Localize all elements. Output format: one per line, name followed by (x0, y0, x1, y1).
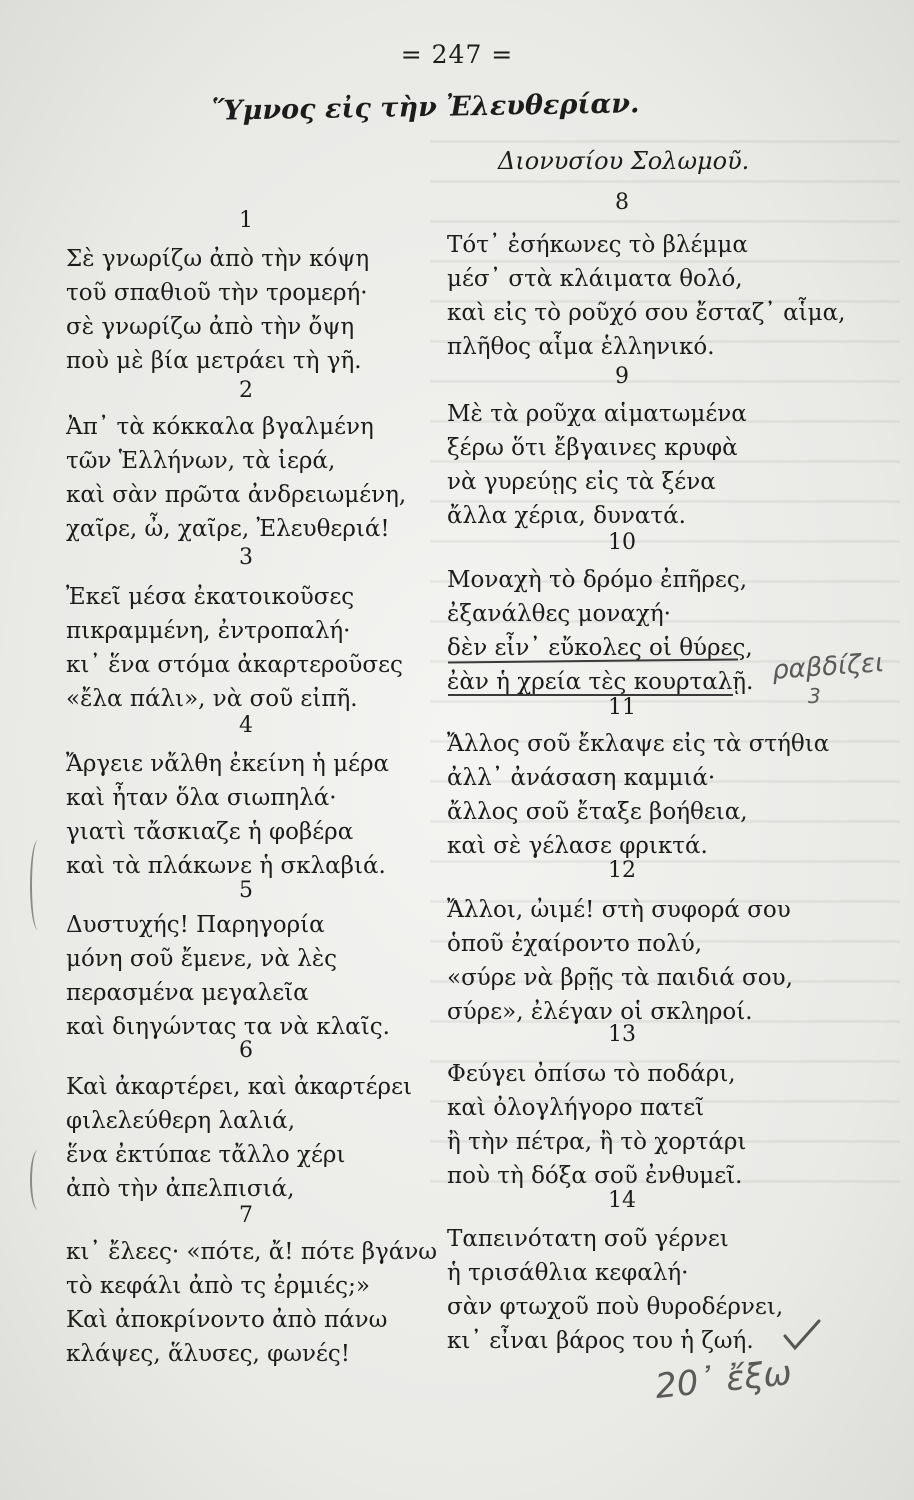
verse-line: ἀλλ᾿ ἀνάσαση καμμιά· (447, 765, 716, 791)
verse-line: Φεύγει ὀπίσω τὸ ποδάρι, (447, 1061, 736, 1087)
stanza-3 (66, 580, 403, 716)
verse-line: τῶν Ἑλλήνων, τὰ ἱερά, (66, 448, 336, 474)
pencil-underline (448, 694, 733, 696)
stanza-number: 2 (239, 378, 253, 403)
verse-line: «ἔλα πάλι», νὰ σοῦ εἰπῆ. (66, 686, 358, 712)
margin-number: 3 (808, 684, 821, 708)
stanza-12 (447, 893, 793, 1029)
stanza-13 (447, 1057, 746, 1193)
verse-line: ἄλλος σοῦ ἔταξε βοήθεια, (447, 799, 748, 825)
stanza-10 (447, 563, 753, 699)
verse-line: κλάψες, ἅλυσες, φωνές! (66, 1341, 351, 1367)
stanza-number: 11 (608, 695, 636, 720)
stanza-4 (66, 747, 389, 883)
verse-line: ποὺ μὲ βία μετράει τὴ γῆ. (66, 348, 362, 374)
verse-line: Καὶ ἀκαρτέρει, καὶ ἀκαρτέρει (66, 1074, 413, 1100)
verse-line: σὲ γνωρίζω ἀπὸ τὴν ὄψη (66, 314, 355, 340)
verse-line: ἕνα ἐκτύπαε τἄλλο χέρι (66, 1142, 346, 1168)
margin-note: ραβδίζει (771, 648, 885, 686)
stanza-6 (66, 1070, 412, 1206)
stanza-2 (66, 410, 406, 546)
verse-line: ἀπὸ τὴν ἀπελπισιά, (66, 1176, 295, 1202)
verse-line: Μοναχὴ τὸ δρόμο ἐπῆρες, (447, 567, 748, 593)
verse-line: ἄλλα χέρια, δυνατά. (447, 503, 686, 529)
verse-line: καὶ ἦταν ὅλα σιωπηλά· (66, 785, 337, 811)
verse-line: καὶ διηγώντας τα νὰ κλαῖς. (66, 1014, 390, 1040)
verse-line: «σύρε νὰ βρῇς τὰ παιδιά σου, (447, 965, 793, 991)
verse-line: σὰν φτωχοῦ ποὺ θυροδέρνει, (447, 1294, 784, 1320)
verse-line: τὸ κεφάλι ἀπὸ τς ἐρμιές;» (66, 1273, 370, 1299)
verse-line: γιατὶ τἄσκιαζε ἡ φοβέρα (66, 819, 354, 845)
verse-line: Δυστυχής! Παρηγορία (66, 912, 325, 938)
stanza-number: 9 (615, 364, 629, 389)
verse-line: σύρε», ἐλέγαν οἱ σκληροί. (447, 999, 753, 1025)
stanza-number: 10 (608, 530, 636, 555)
stanza-number: 13 (608, 1022, 636, 1047)
verse-line: ὁποῦ ἐχαίροντο πολύ, (447, 931, 702, 957)
stanza-number: 4 (239, 713, 253, 738)
verse-line: πλῆθος αἷμα ἑλληνικό. (447, 334, 715, 360)
stanza-11 (447, 727, 829, 863)
stanza-7 (66, 1235, 437, 1371)
verse-line: μέσ᾿ στὰ κλάιματα θολό, (447, 266, 743, 292)
verse-line: περασμένα μεγαλεῖα (66, 980, 309, 1006)
stanza-number: 14 (608, 1188, 636, 1213)
verse-line: τοῦ σπαθιοῦ τὴν τρομερή· (66, 280, 368, 306)
verse-line: Καὶ ἀποκρίνοντο ἀπὸ πάνω (66, 1307, 388, 1333)
bottom-note: 20᾿ ἔξω (653, 1352, 794, 1408)
verse-line: καὶ τὰ πλάκωνε ἡ σκλαβιά. (66, 853, 386, 879)
verse-line: Σὲ γνωρίζω ἀπὸ τὴν κόψη (66, 246, 370, 272)
verse-line: ἢ τὴν πέτρα, ἢ τὸ χορτάρι (447, 1129, 747, 1155)
stanza-number: 8 (615, 190, 629, 215)
stanza-number: 7 (239, 1203, 253, 1228)
verse-line: ξέρω ὅτι ἔβγαινες κρυφὰ (447, 435, 738, 461)
verse-line: Ἄλλος σοῦ ἔκλαψε εἰς τὰ στήθια (447, 731, 830, 757)
stanza-number: 5 (239, 878, 253, 903)
checkmark-icon (782, 1318, 822, 1354)
verse-line: ποὺ τὴ δόξα σοῦ ἐνθυμεῖ. (447, 1163, 743, 1189)
verse-line: ἐξανάλθες μοναχή· (447, 601, 671, 627)
verse-line: φιλελεύθερη λαλιά, (66, 1108, 296, 1134)
verse-line: Ἄλλοι, ὠιμέ! στὴ συφορά σου (447, 897, 791, 923)
verse-line: Ἄργειε νἄλθη ἐκείνη ἡ μέρα (66, 751, 390, 777)
poem-author: Διονυσίου Σολωμοῦ. (498, 147, 750, 175)
verse-line: κι᾿ ἔλεες· «πότε, ἄ! πότε βγάνω (66, 1239, 438, 1265)
verse-line: δὲν εἶν᾿ εὔκολες οἱ θύρες, (447, 635, 753, 661)
verse-line: Ἐκεῖ μέσα ἐκατοικοῦσες (66, 584, 355, 610)
verse-line: κι᾿ εἶναι βάρος του ἡ ζωή. (447, 1328, 754, 1354)
verse-line: μόνη σοῦ ἔμενε, νὰ λὲς (66, 946, 338, 972)
verse-line: ἐὰν ἡ χρεία τὲς κουρταλῇ. (447, 669, 754, 695)
verse-line: καὶ σὲ γέλασε φρικτά. (447, 833, 708, 859)
pencil-bracket (30, 1150, 46, 1210)
page-number: = 247 = (400, 40, 514, 69)
verse-line: πικραμμένη, ἐντροπαλή· (66, 618, 351, 644)
stanza-number: 12 (608, 858, 636, 883)
verse-line: ἡ τρισάθλια κεφαλή· (447, 1260, 689, 1286)
verse-line: Τότ᾿ ἐσήκωνες τὸ βλέμμα (447, 232, 748, 258)
verse-line: καὶ εἰς τὸ ροῦχό σου ἔσταζ᾿ αἷμα, (447, 300, 846, 326)
poem-title: Ὕμνος εἰς τὴν Ἐλευθερίαν. (211, 88, 640, 127)
stanza-9 (447, 397, 747, 533)
verse-line: χαῖρε, ὦ, χαῖρε, Ἐλευθεριά! (66, 516, 390, 542)
verse-line: Ἀπ᾿ τὰ κόκκαλα βγαλμένη (66, 414, 374, 440)
stanza-8 (447, 228, 845, 364)
verse-line: καὶ σὰν πρῶτα ἀνδρειωμένη, (66, 482, 407, 508)
stanza-14 (447, 1222, 783, 1358)
stanza-1 (66, 242, 369, 378)
verse-line: κι᾿ ἕνα στόμα ἀκαρτεροῦσες (66, 652, 403, 678)
stanza-number: 6 (239, 1038, 253, 1063)
verse-line: Μὲ τὰ ροῦχα αἱματωμένα (447, 401, 747, 427)
stanza-number: 3 (239, 545, 253, 570)
pencil-bracket (30, 840, 46, 930)
verse-line: καὶ ὀλογλήγορο πατεῖ (447, 1095, 705, 1121)
stanza-number: 1 (239, 208, 253, 233)
verse-line: νὰ γυρεύῃς εἰς τὰ ξένα (447, 469, 716, 495)
stanza-5 (66, 908, 390, 1044)
verse-line: Ταπεινότατη σοῦ γέρνει (447, 1226, 729, 1252)
